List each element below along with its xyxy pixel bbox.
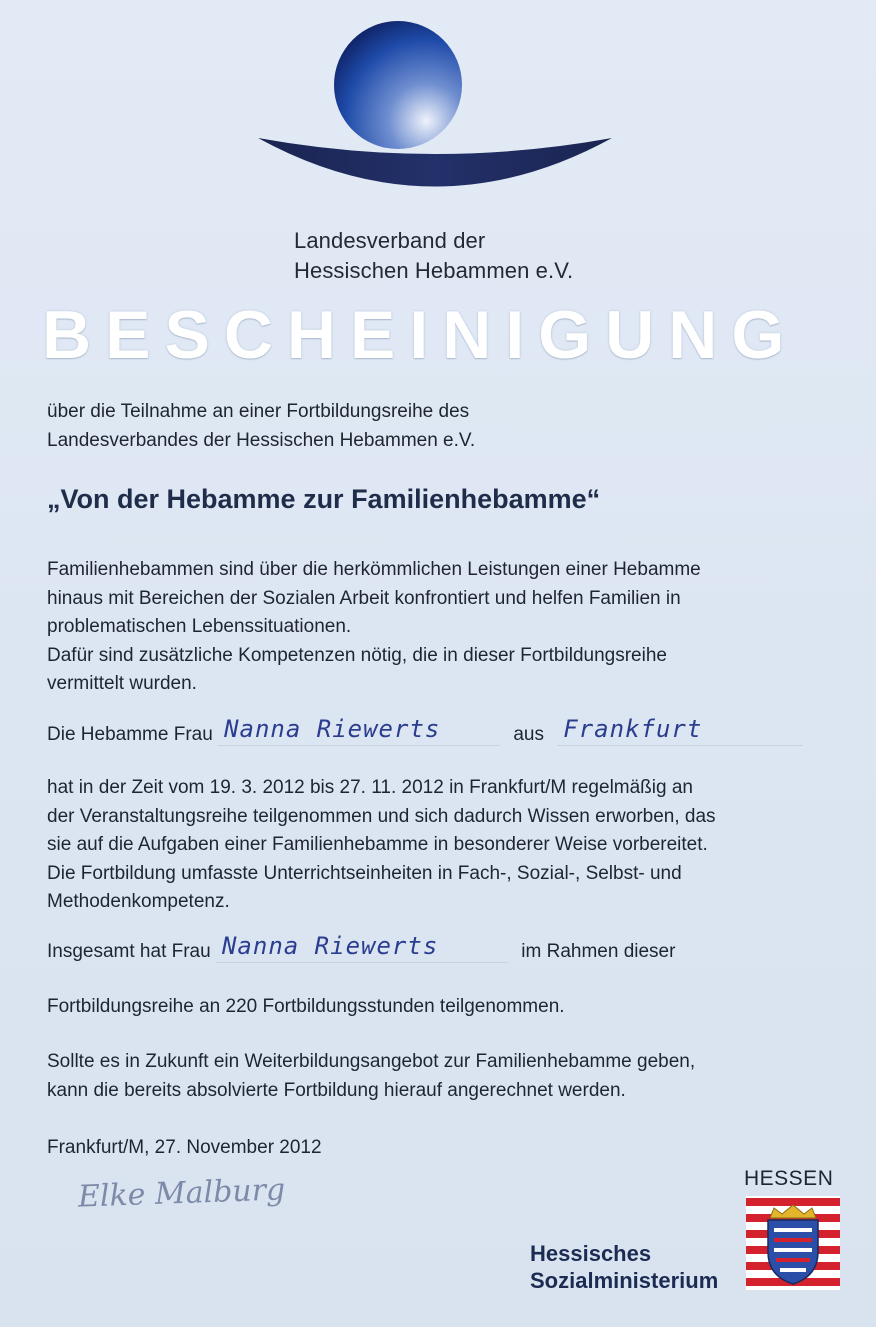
period-line: der Veranstaltungsreihe teilgenommen und sich dadurch Wissen erworben, das	[47, 805, 716, 827]
future-line: kann die bereits absolvierte Fortbildung hierauf angerechnet werden.	[47, 1079, 626, 1101]
organization-name-line2: Hessischen Hebammen e.V.	[294, 258, 574, 283]
intro-line1: über die Teilnahme an einer Fortbildungsreihe des	[47, 401, 470, 422]
period-paragraph	[47, 774, 837, 917]
hessen-label: HESSEN	[744, 1167, 834, 1190]
period-line: Methodenkompetenz.	[47, 891, 230, 912]
participant-mid: aus	[513, 724, 544, 745]
future-line: Sollte es in Zukunft ein Weiterbildungsangebot zur Familienhebamme geben,	[47, 1051, 696, 1072]
place-date: Frankfurt/M, 27. November 2012	[47, 1137, 322, 1158]
intro-text	[47, 398, 837, 455]
organization-name-line1: Landesverband der	[294, 228, 486, 253]
future-paragraph	[47, 1048, 837, 1105]
participant-city-field	[557, 715, 803, 746]
description-line: Dafür sind zusätzliche Kompetenzen nötig, die in dieser Fortbildungsreihe	[47, 644, 667, 666]
ministry-name	[530, 1240, 718, 1294]
period-line: hat in der Zeit vom 19. 3. 2012 bis 27. 11. 2012 in Frankfurt/M regelmäßig an	[47, 777, 693, 798]
participant-city: Frankfurt	[563, 715, 703, 743]
ministry-line2: Sozialministerium	[530, 1268, 719, 1293]
total-line	[47, 932, 675, 963]
ministry-line1: Hessisches	[530, 1241, 652, 1266]
description-line: hinaus mit Bereichen der Sozialen Arbeit konfrontiert und helfen Familien in	[47, 587, 681, 609]
description-line: problematischen Lebenssituationen.	[47, 616, 352, 637]
participant-name-field	[218, 715, 500, 746]
organization-name	[294, 226, 573, 286]
course-title: „Von der Hebamme zur Familienhebamme“	[47, 484, 601, 514]
period-line: sie auf die Aufgaben einer Familienhebamme in besonderer Weise vorbereitet.	[47, 834, 708, 855]
total-name-field	[216, 932, 508, 963]
participant-line	[47, 715, 803, 746]
certificate-title: BESCHEINIGUNG	[42, 297, 799, 373]
total-suffix: im Rahmen dieser	[521, 941, 676, 962]
signature: Elke Malburg	[77, 1172, 286, 1215]
period-line: Die Fortbildung umfasste Unterrichtseinheiten in Fach-, Sozial-, Selbst- und	[47, 862, 682, 884]
total-prefix: Insgesamt hat Frau	[47, 941, 211, 962]
hessen-coat-of-arms-icon	[746, 1196, 840, 1290]
association-logo-icon	[250, 20, 620, 210]
participant-name: Nanna Riewerts	[224, 715, 441, 743]
hours-text: Fortbildungsreihe an 220 Fortbildungsstunden teilgenommen.	[47, 996, 565, 1017]
intro-line2: Landesverbandes der Hessischen Hebammen e.V.	[47, 429, 476, 451]
total-name: Nanna Riewerts	[221, 932, 439, 960]
description-line: vermittelt wurden.	[47, 673, 197, 694]
description-line: Familienhebammen sind über die herkömmlichen Leistungen einer Hebamme	[47, 559, 701, 580]
participant-prefix: Die Hebamme Frau	[47, 724, 213, 745]
description-paragraph	[47, 556, 837, 699]
